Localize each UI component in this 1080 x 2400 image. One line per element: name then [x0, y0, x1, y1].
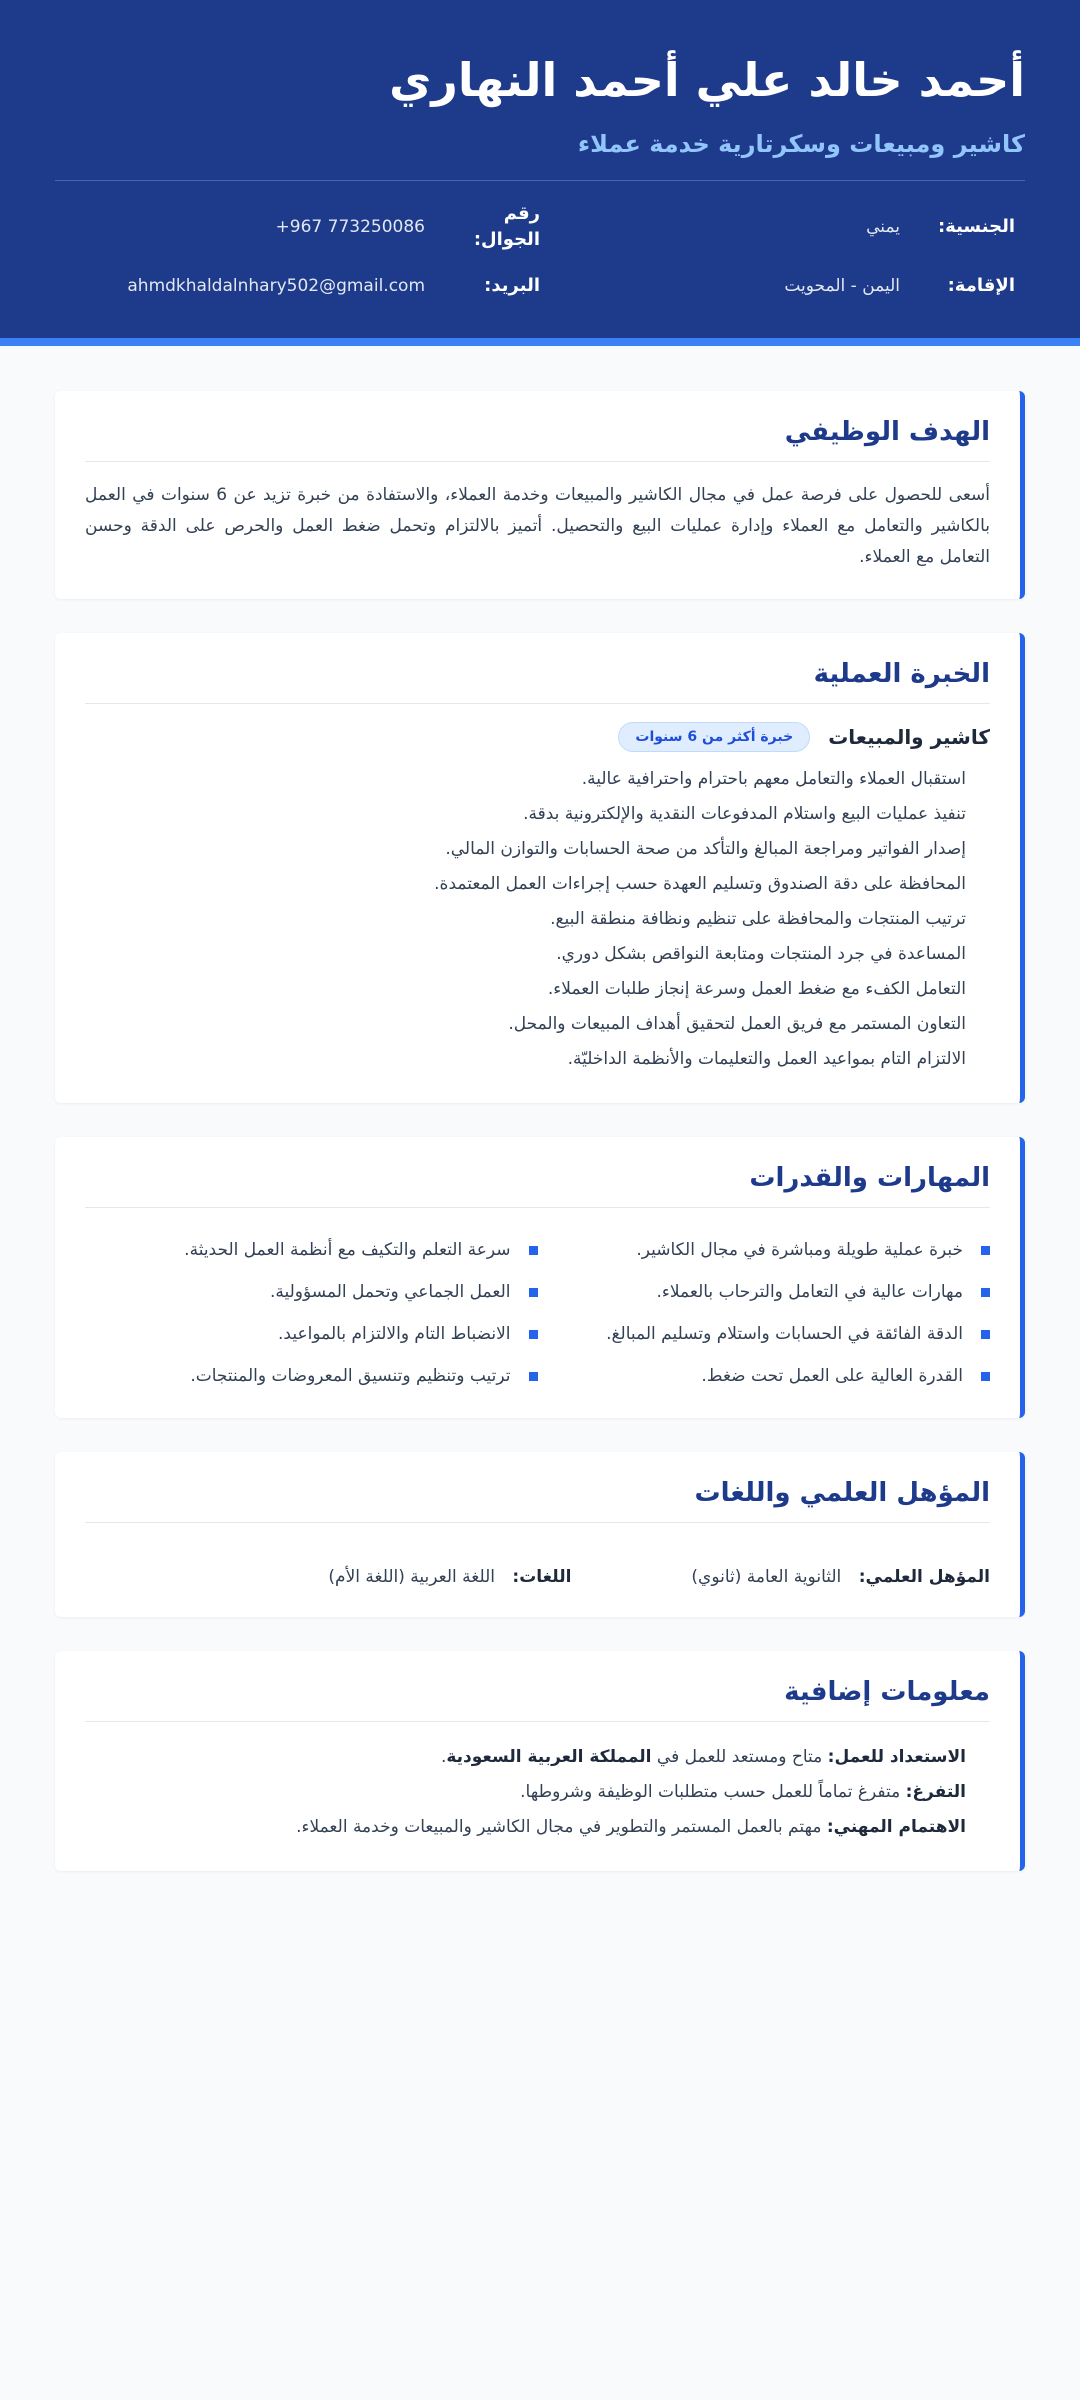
item-label: التفرغ: — [905, 1782, 966, 1802]
email-label: البريد: — [484, 275, 540, 296]
resume-content — [0, 346, 1080, 1871]
residence-value: اليمن - المحويت — [784, 276, 900, 296]
phone-value[interactable]: +967 773250086 — [275, 217, 425, 237]
item-label: الاهتمام المهني: — [826, 1817, 966, 1837]
item-end: . — [440, 1747, 447, 1767]
objective-text: أسعى للحصول على فرصة عمل في مجال الكاشير والمبيعات وخدمة العملاء، والاستفادة من خبرة تزيد عن 6 سنوات في العمل بالكاشير والتعامل مع العملاء وإدارة عمليات البيع والتحصيل. أتميز بالالتزام وتحمل ضغط العمل والحرص على الدقة وحسن التعامل مع العملاء. — [85, 485, 991, 567]
item-label: الاستعداد للعمل: — [827, 1747, 966, 1767]
bullet-icon — [981, 1330, 990, 1339]
job-title: كاشير ومبيعات وسكرتارية خدمة عملاء — [577, 130, 1025, 158]
skill-text: العمل الجماعي وتحمل المسؤولية. — [269, 1282, 511, 1302]
section-title: المؤهل العلمي واللغات — [85, 1478, 990, 1523]
list-item: إصدار الفواتير ومراجعة المبالغ والتأكد من صحة الحسابات والتوازن المالي. — [445, 839, 966, 859]
skill-text: ترتيب وتنظيم وتنسيق المعروضات والمنتجات. — [190, 1366, 511, 1386]
phone-item — [65, 201, 540, 253]
section-title: الخبرة العملية — [85, 659, 990, 704]
bullet-icon — [529, 1372, 538, 1381]
skill-item — [538, 1360, 991, 1392]
experience-section — [55, 633, 1025, 1103]
languages-item — [328, 1567, 571, 1587]
header-divider — [55, 180, 1025, 181]
list-item: التعاون المستمر مع فريق العمل لتحقيق أهداف المبيعات والمحل. — [508, 1014, 966, 1034]
skill-item — [538, 1234, 991, 1266]
skills-section — [55, 1137, 1025, 1418]
skill-text: الانضباط التام والالتزام بالمواعيد. — [278, 1324, 511, 1344]
skill-item — [85, 1318, 538, 1350]
skill-text: سرعة التعلم والتكيف مع أنظمة العمل الحديثة. — [184, 1240, 511, 1260]
list-item: المساعدة في جرد المنتجات ومتابعة النواقص بشكل دوري. — [556, 944, 966, 964]
section-title: الهدف الوظيفي — [85, 417, 990, 462]
residence-label: الإقامة: — [947, 275, 1015, 296]
nationality-item — [540, 201, 1015, 253]
item-text: متفرغ تماماً للعمل حسب متطلبات الوظيفة وشروطها. — [520, 1782, 901, 1802]
list-item — [85, 1810, 966, 1845]
additional-section — [55, 1651, 1025, 1871]
phone-label: رقم الجوال: — [473, 203, 540, 250]
skill-item — [538, 1318, 991, 1350]
bullet-icon — [981, 1372, 990, 1381]
nationality-label: الجنسية: — [937, 216, 1015, 237]
skill-item — [538, 1276, 991, 1308]
list-item: ترتيب المنتجات والمحافظة على تنظيم ونظافة منطقة البيع. — [550, 909, 966, 929]
list-item: تنفيذ عمليات البيع واستلام المدفوعات النقدية والإلكترونية بدقة. — [523, 804, 966, 824]
bullet-icon — [981, 1246, 990, 1255]
nationality-value: يمني — [866, 217, 900, 237]
resume-header — [0, 0, 1080, 346]
languages-label: اللغات: — [512, 1567, 572, 1587]
residence-item — [540, 263, 1015, 309]
bullet-icon — [529, 1330, 538, 1339]
bullet-icon — [981, 1288, 990, 1297]
list-item: المحافظة على دقة الصندوق وتسليم العهدة حسب إجراءات العمل المعتمدة. — [434, 874, 966, 894]
role-row — [85, 722, 990, 752]
skill-text: القدرة العالية على العمل تحت ضغط. — [701, 1366, 963, 1386]
qualification-value: الثانوية العامة (ثانوي) — [691, 1567, 842, 1587]
bullet-icon — [529, 1246, 538, 1255]
list-item: التعامل الكفء مع ضغط العمل وسرعة إنجاز طلبات العملاء. — [547, 979, 966, 999]
email-item — [65, 263, 540, 309]
education-row — [85, 1541, 990, 1591]
experience-badge: خبرة أكثر من 6 سنوات — [618, 722, 810, 752]
role-title: كاشير والمبيعات — [828, 725, 990, 749]
contact-info — [55, 201, 1025, 309]
item-text: متاح ومستعد للعمل في — [656, 1747, 823, 1767]
additional-list — [85, 1740, 990, 1845]
section-title: معلومات إضافية — [85, 1677, 990, 1722]
item-strong: المملكة العربية السعودية — [446, 1747, 652, 1767]
duties-list — [85, 762, 990, 1077]
item-text: مهتم بالعمل المستمر والتطوير في مجال الكاشير والمبيعات وخدمة العملاء. — [296, 1817, 822, 1837]
list-item: استقبال العملاء والتعامل معهم باحترام واحترافية عالية. — [581, 769, 966, 789]
objective-section — [55, 391, 1025, 599]
education-section — [55, 1452, 1025, 1617]
skill-item — [85, 1234, 538, 1266]
section-title: المهارات والقدرات — [85, 1163, 990, 1208]
skill-text: مهارات عالية في التعامل والترحاب بالعملاء. — [656, 1282, 963, 1302]
bullet-icon — [529, 1288, 538, 1297]
list-item — [85, 1775, 966, 1810]
person-name: أحمد خالد علي أحمد النهاري — [389, 53, 1025, 107]
list-item — [85, 1740, 966, 1775]
skill-item — [85, 1360, 538, 1392]
skill-text: خبرة عملية طويلة ومباشرة في مجال الكاشير. — [636, 1240, 963, 1260]
email-value[interactable]: ahmdkhaldalnhary502@gmail.com — [127, 276, 425, 296]
skill-item — [85, 1276, 538, 1308]
list-item: الالتزام التام بمواعيد العمل والتعليمات والأنظمة الداخليّة. — [567, 1049, 966, 1069]
qualification-label: المؤهل العلمي: — [858, 1567, 990, 1587]
languages-value: اللغة العربية (اللغة الأم) — [328, 1567, 495, 1587]
skill-text: الدقة الفائقة في الحسابات واستلام وتسليم المبالغ. — [606, 1324, 963, 1344]
skills-grid — [85, 1226, 990, 1392]
qualification-item — [691, 1567, 990, 1587]
